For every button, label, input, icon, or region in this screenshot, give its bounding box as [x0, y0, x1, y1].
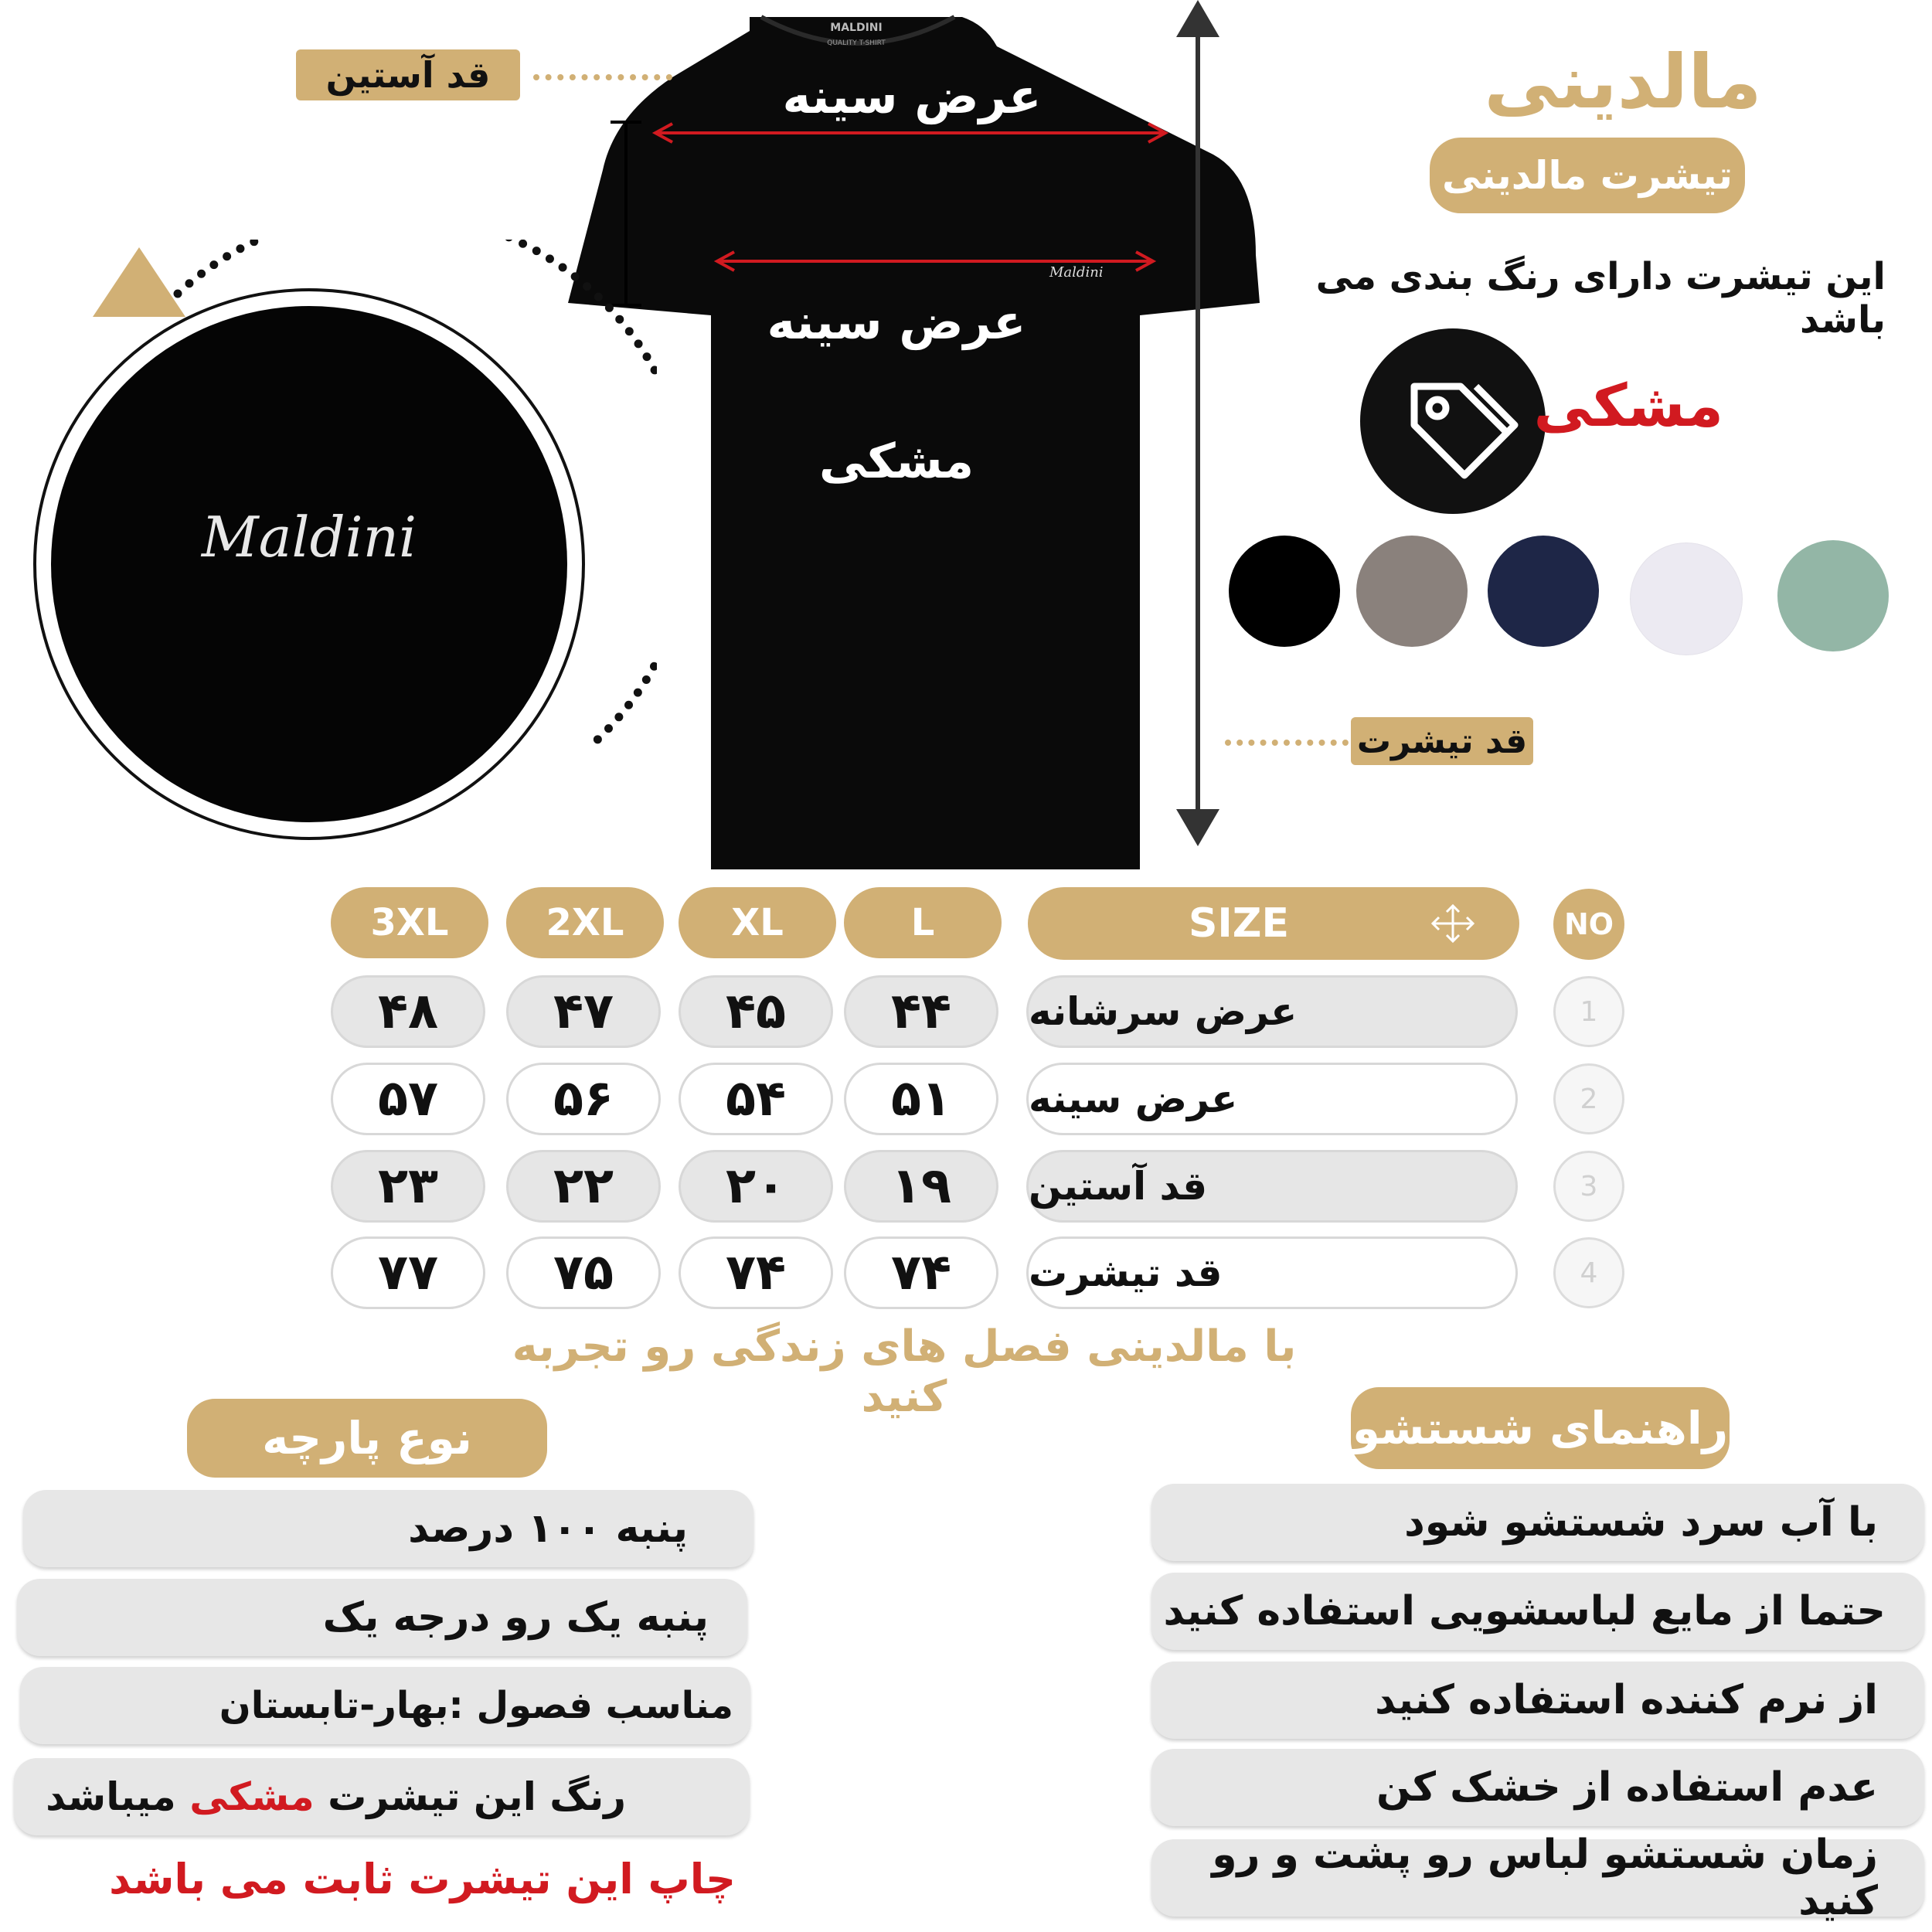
chest-print-text: Maldini [1049, 264, 1104, 281]
size-value-cell: ۷۴ [679, 1236, 833, 1309]
size-header-xl: XL [679, 887, 836, 958]
row-label: عرض سینه [1026, 1063, 1518, 1135]
size-value-cell: ۴۸ [331, 975, 485, 1048]
size-header-label: SIZE [1188, 900, 1290, 947]
no-header: NO [1553, 889, 1624, 960]
fabric-color-prefix: رنگ این تیشرت [328, 1774, 626, 1819]
size-value-cell: ۴۴ [844, 975, 998, 1048]
tag-badge [1360, 328, 1546, 514]
size-value-cell: ۵۶ [506, 1063, 661, 1135]
size-value-cell: ۲۳ [331, 1150, 485, 1223]
washing-item: حتما از مایع لباسشویی استفاده کنید [1151, 1573, 1924, 1650]
size-value-cell: ۵۱ [844, 1063, 998, 1135]
row-number: 2 [1553, 1063, 1624, 1134]
size-value-cell: ۴۷ [506, 975, 661, 1048]
size-header [1028, 887, 1519, 960]
size-value-cell: ۵۴ [679, 1063, 833, 1135]
color-swatch[interactable] [1356, 536, 1468, 647]
sleeve-callout-dots [533, 74, 672, 80]
length-callout: قد تیشرت [1351, 717, 1533, 765]
print-note: چاپ این تیشرت ثابت می باشد [109, 1855, 736, 1903]
washing-item: زمان شستشو لباس رو پشت و رو کنید [1151, 1839, 1924, 1917]
fabric-title: نوع پارچه [187, 1399, 547, 1478]
size-header-2xl: 2XL [506, 887, 664, 958]
fabric-item: مناسب فصول :بهار-تابستان [20, 1667, 750, 1744]
slogan: با مالدینی فصل های زندگی رو تجربه کنید [512, 1321, 1297, 1422]
row-number: 1 [1553, 976, 1624, 1047]
brand-subtitle: تیشرت مالدینی [1430, 138, 1745, 213]
fabric-color-row [14, 1758, 750, 1835]
washing-item: عدم استفاده از خشک کن [1151, 1749, 1924, 1826]
shirt-chest-label-mid: عرض سینه [767, 294, 1026, 350]
length-callout-dots [1225, 740, 1349, 746]
size-value-cell: ۲۰ [679, 1150, 833, 1223]
collar-label-text: MALDINI [830, 22, 883, 34]
row-number: 4 [1553, 1237, 1624, 1308]
row-number: 3 [1553, 1151, 1624, 1222]
length-arrow [1167, 0, 1229, 850]
size-value-cell: ۷۵ [506, 1236, 661, 1309]
move-arrows-icon [1430, 904, 1476, 943]
color-swatch[interactable] [1631, 543, 1742, 655]
row-label: قد تیشرت [1026, 1236, 1518, 1309]
collar-sub-text: QUALITY T-SHIRT [827, 39, 886, 47]
row-label: قد آستین [1026, 1150, 1518, 1223]
fabric-color-suffix: میباشد [46, 1774, 176, 1819]
shirt-chest-label-top: عرض سینه [782, 68, 1042, 124]
size-value-cell: ۵۷ [331, 1063, 485, 1135]
size-value-cell: ۴۵ [679, 975, 833, 1048]
brand-logo: مالدینی [1484, 39, 1762, 125]
tag-icon [1360, 328, 1546, 514]
size-header-3xl: 3XL [331, 887, 488, 958]
size-header-l: L [844, 887, 1002, 958]
shirt-color-label: مشکی [818, 433, 975, 489]
current-color-label: مشکی [1533, 371, 1723, 440]
size-value-cell: ۷۴ [844, 1236, 998, 1309]
washing-item: با آب سرد شستشو شود [1151, 1484, 1924, 1561]
fabric-color-value: مشکی [189, 1774, 315, 1819]
print-zoom-circle [23, 240, 657, 842]
washing-item: از نرم کننده استفاده کنید [1151, 1662, 1924, 1739]
sleeve-callout: قد آستین [296, 49, 520, 100]
color-swatch[interactable] [1229, 536, 1340, 647]
fabric-item: پنبه یک رو درجه یک [17, 1579, 747, 1656]
color-swatch[interactable] [1488, 536, 1599, 647]
color-variety-note: این تیشرت دارای رنگ بندی می باشد [1315, 255, 1886, 342]
zoom-print-text: Maldini [201, 505, 417, 570]
color-swatch[interactable] [1777, 540, 1889, 651]
size-value-cell: ۷۷ [331, 1236, 485, 1309]
fabric-item: پنبه ۱۰۰ درصد [23, 1490, 753, 1567]
washing-title: راهنمای شستشو [1351, 1387, 1730, 1469]
size-value-cell: ۱۹ [844, 1150, 998, 1223]
row-label: عرض سرشانه [1026, 975, 1518, 1048]
size-value-cell: ۲۲ [506, 1150, 661, 1223]
